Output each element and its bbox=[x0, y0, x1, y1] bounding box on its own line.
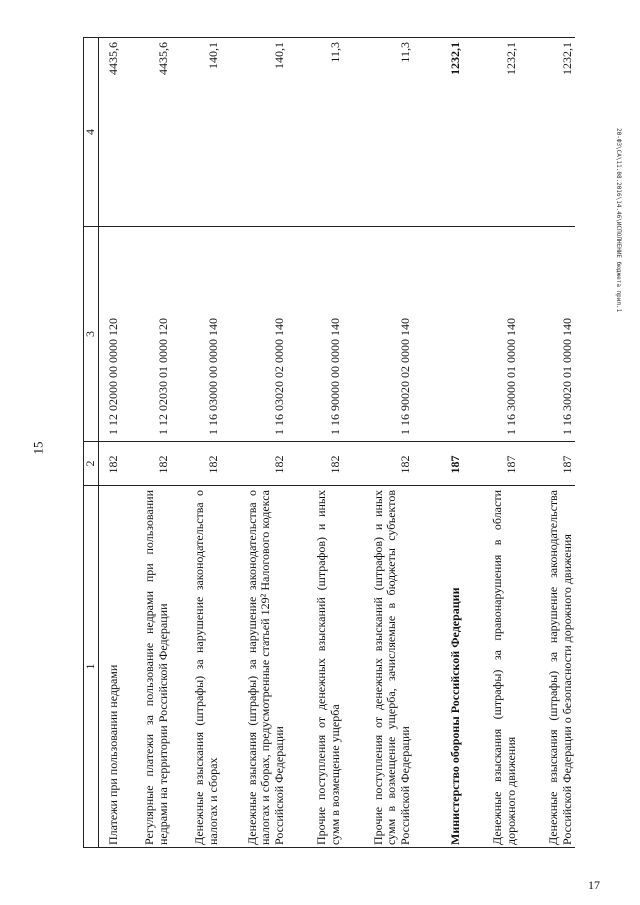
header-col-4: 4 bbox=[84, 38, 99, 227]
row-name: Министерство обороны Российской Федерации bbox=[413, 486, 463, 848]
row-amount: 1232,1 bbox=[413, 38, 463, 227]
revenue-table bbox=[83, 37, 575, 848]
rotated-table-wrapper bbox=[83, 38, 593, 848]
table-row bbox=[99, 38, 122, 848]
row-revenue-code: 1 16 90000 00 0000 140 bbox=[287, 227, 343, 442]
row-name: Прочие поступления от денежных взысканий (штрафов) и иных сумм в возмещение ущерба bbox=[287, 486, 343, 848]
margin-page-number: 17 bbox=[588, 878, 600, 892]
header-col-2: 2 bbox=[84, 442, 99, 486]
row-revenue-code: 1 12 02000 00 0000 120 bbox=[99, 227, 122, 442]
row-amount: 4435,6 bbox=[99, 38, 122, 227]
table-row bbox=[343, 38, 413, 848]
row-revenue-code: 1 16 03000 00 0000 140 bbox=[171, 227, 221, 442]
row-admin-code: 182 bbox=[99, 442, 122, 486]
header-col-3: 3 bbox=[84, 227, 99, 442]
row-amount: 140,1 bbox=[221, 38, 287, 227]
row-name: Платежи при пользовании недрами bbox=[99, 486, 122, 848]
row-admin-code: 187 bbox=[519, 442, 575, 486]
row-admin-code: 182 bbox=[221, 442, 287, 486]
page-number: 15 bbox=[30, 441, 46, 455]
row-revenue-code: 1 16 90020 02 0000 140 bbox=[343, 227, 413, 442]
table-row-ministry bbox=[413, 38, 463, 848]
table-row bbox=[287, 38, 343, 848]
table-row bbox=[171, 38, 221, 848]
row-admin-code: 182 bbox=[343, 442, 413, 486]
row-amount: 1232,1 bbox=[519, 38, 575, 227]
table-row bbox=[519, 38, 575, 848]
row-admin-code: 182 bbox=[287, 442, 343, 486]
row-amount: 11,3 bbox=[343, 38, 413, 227]
document-footer-code: 20-ФЗ\СА\11.08.2016\14.46\ИСПОЛНЕНИЕ бюджета прил.1 bbox=[615, 128, 622, 313]
row-revenue-code: 1 16 03020 02 0000 140 bbox=[221, 227, 287, 442]
table-container bbox=[83, 38, 593, 848]
row-amount: 4435,6 bbox=[121, 38, 171, 227]
row-admin-code: 182 bbox=[171, 442, 221, 486]
table-header-row bbox=[84, 38, 99, 848]
row-name: Прочие поступления от денежных взысканий (штрафов) и иных сумм в возмещение ущерба, зачисляемые в бюджеты субъектов Российской Федерации bbox=[343, 486, 413, 848]
row-revenue-code: 1 16 30020 01 0000 140 bbox=[519, 227, 575, 442]
row-amount: 140,1 bbox=[171, 38, 221, 227]
row-name: Денежные взыскания (штрафы) за правонарушения в области дорожного движения bbox=[463, 486, 519, 848]
row-name: Денежные взыскания (штрафы) за нарушение законодательства Российской Федерации о безопасности дорожного движения bbox=[519, 486, 575, 848]
table-row bbox=[463, 38, 519, 848]
row-amount: 1232,1 bbox=[463, 38, 519, 227]
row-revenue-code: 1 16 30000 01 0000 140 bbox=[463, 227, 519, 442]
row-admin-code: 187 bbox=[463, 442, 519, 486]
header-col-1: 1 bbox=[84, 486, 99, 848]
table-row bbox=[221, 38, 287, 848]
row-name: Денежные взыскания (штрафы) за нарушение законодательства о налогах и сборах, предусмотренные статьей 129² Налогового кодекса Российской Федерации bbox=[221, 486, 287, 848]
row-amount: 11,3 bbox=[287, 38, 343, 227]
row-name: Регулярные платежи за пользование недрами при пользовании недрами на территории Российской Федерации bbox=[121, 486, 171, 848]
row-admin-code: 182 bbox=[121, 442, 171, 486]
row-name: Денежные взыскания (штрафы) за нарушение законодательства о налогах и сборах bbox=[171, 486, 221, 848]
row-revenue-code bbox=[413, 227, 463, 442]
table-row bbox=[121, 38, 171, 848]
row-revenue-code: 1 12 02030 01 0000 120 bbox=[121, 227, 171, 442]
row-admin-code: 187 bbox=[413, 442, 463, 486]
